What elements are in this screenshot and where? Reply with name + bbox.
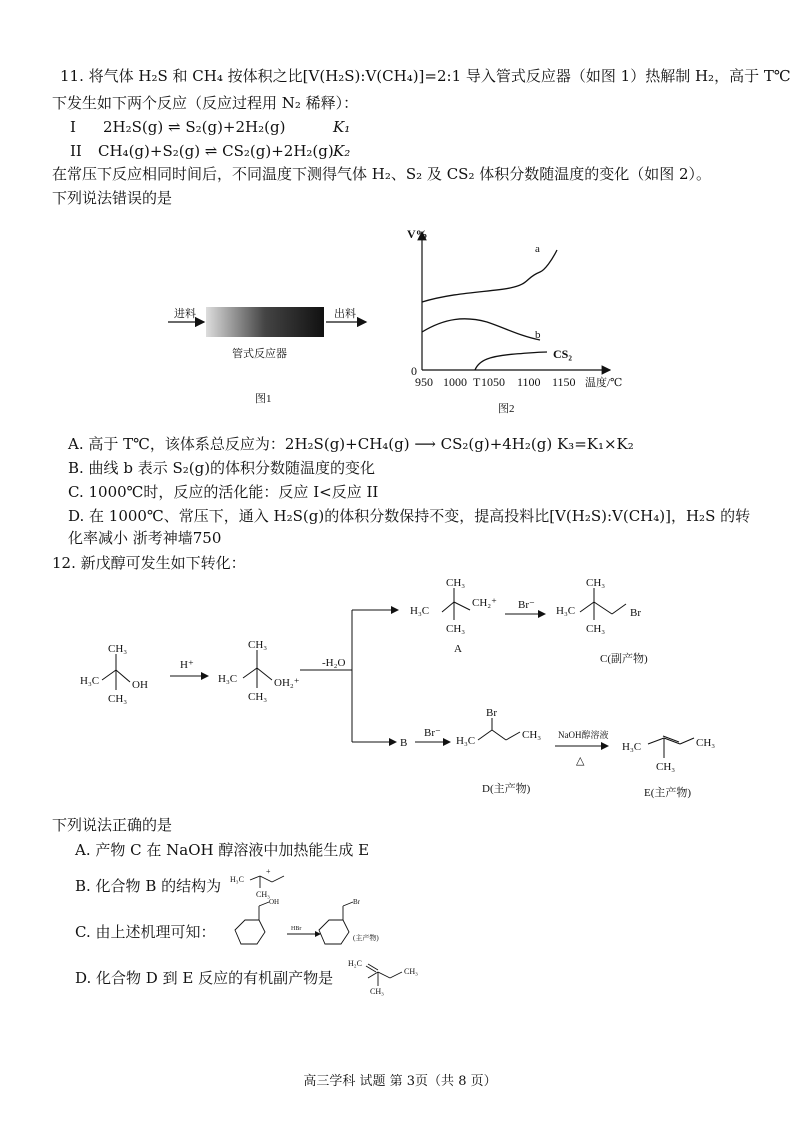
fig2-xtick-1150: 1150	[552, 375, 576, 389]
q12-stem: 12. 新戊醇可发生如下转化：	[52, 554, 246, 572]
s-h3c-c: H₃C	[556, 605, 576, 617]
q11-reaction2-k: K₂	[333, 142, 351, 160]
s-h3c-a: H₃C	[410, 605, 430, 617]
q12-ask: 下列说法正确的是	[52, 816, 173, 834]
s-ch3-e1: CH₃	[656, 761, 676, 773]
q11-reaction2-label: II	[70, 142, 82, 160]
q12-option-d-structure	[342, 958, 452, 998]
fig2-xtick-1100: 1100	[517, 375, 541, 389]
s-h3c-e: H₃C	[622, 741, 642, 753]
curve-a	[422, 250, 557, 302]
s-ch3-c2: CH₃	[586, 623, 606, 635]
svg-text:Br: Br	[353, 898, 360, 906]
q12-option-c: C. 由上述机理可知：	[75, 923, 216, 941]
fig1-outlet-label: 出料	[334, 308, 356, 320]
s-h3c-2: H₃C	[218, 673, 238, 685]
fig2-label-a: a	[535, 243, 540, 255]
q12-option-b-structure	[228, 866, 308, 900]
s-br-d: Br	[486, 707, 497, 719]
q12-option-c-note: (主产物)	[353, 934, 379, 942]
q11-option-b: B. 曲线 b 表示 S₂(g)的体积分数随温度的变化	[68, 459, 376, 477]
fig1-caption: 图1	[255, 393, 272, 405]
q11-option-d-line1: D. 在 1000℃、常压下，通入 H₂S(g)的体积分数保持不变，提高投料比[V(H₂S):V(CH₄)]，H₂S 的转	[68, 507, 751, 525]
s-hplus: H⁺	[180, 659, 194, 671]
s-ch3-a2: CH₃	[446, 623, 466, 635]
s-oh: OH	[132, 679, 148, 691]
s-ch3-c1: CH₃	[586, 577, 606, 589]
s-h3c-d: H₃C	[456, 735, 476, 747]
s-label-d: D(主产物)	[482, 783, 531, 795]
s-naoh: NaOH醇溶液	[558, 730, 609, 740]
q11-reaction1-k: K₁	[333, 118, 351, 136]
s-ch2plus: CH₂⁺	[472, 597, 497, 609]
curve-cs2	[475, 352, 547, 370]
svg-text:CH₃: CH₃	[256, 890, 270, 899]
s-label-b: B	[400, 737, 408, 749]
fig2-xtick-1050: 1050	[481, 375, 505, 389]
q12-option-c-hbr: HBr	[291, 926, 302, 932]
q11-line4: 下列说法错误的是	[52, 189, 173, 207]
s-label-c: C(副产物)	[600, 653, 648, 665]
svg-text:H₂C: H₂C	[348, 959, 362, 968]
q12-reaction-scheme	[60, 570, 760, 805]
q12-option-b: B. 化合物 B 的结构为	[75, 877, 222, 895]
q11-reaction1-label: I	[70, 118, 76, 136]
s-brminus-b: Br⁻	[424, 727, 441, 739]
q11-option-c: C. 1000℃时，反应的活化能：反应 I<反应 II	[68, 483, 379, 501]
fig1-inlet-label: 进料	[174, 308, 196, 320]
s-ch3-a1: CH₃	[446, 577, 466, 589]
q11-reaction2-equation: CH₄(g)+S₂(g) ⇌ CS₂(g)+2H₂(g)	[98, 142, 334, 160]
q11-reaction1-equation: 2H₂S(g) ⇌ S₂(g)+2H₂(g)	[103, 118, 286, 136]
q11-option-a: A. 高于 T℃，该体系总反应为：2H₂S(g)+CH₄(g) ⟶ CS₂(g)+4H₂(g) K₃=K₁×K₂	[68, 435, 634, 453]
fig2-label-b: b	[535, 329, 541, 341]
page-footer: 高三学科 试题 第 3页（共 8 页）	[303, 1074, 497, 1089]
fig2-xlabel: 温度/℃	[585, 377, 623, 389]
s-minus-h2o: -H₂O	[322, 657, 346, 669]
q11-line1: 11. 将气体 H₂S 和 CH₄ 按体积之比[V(H₂S):V(CH₄)]=2:1 导入管式反应器（如图 1）热解制 H₂，高于 T℃	[60, 67, 791, 85]
figure-1-tube-reactor	[160, 295, 390, 410]
s-ch3-3: CH₃	[248, 639, 268, 651]
fig2-xtick-T: T	[473, 375, 481, 389]
s-ch3-e2: CH₃	[696, 737, 716, 749]
s-label-e: E(主产物)	[644, 787, 692, 799]
fig2-xtick-950: 950	[415, 375, 433, 389]
fig2-origin: 0	[411, 364, 417, 378]
fig2-caption: 图2	[498, 403, 515, 415]
s-h3c-1: H₃C	[80, 675, 100, 687]
s-brminus-a: Br⁻	[518, 599, 535, 611]
q12-option-c-structures	[225, 898, 415, 956]
s-delta: △	[576, 755, 585, 767]
svg-text:CH₃: CH₃	[370, 987, 384, 996]
s-ch3-d: CH₃	[522, 729, 542, 741]
q12-option-d: D. 化合物 D 到 E 反应的有机副产物是	[75, 969, 334, 987]
reactor-tube	[206, 307, 324, 337]
fig1-reactor-label: 管式反应器	[232, 348, 287, 360]
q11-line3: 在常压下反应相同时间后，不同温度下测得气体 H₂、S₂ 及 CS₂ 体积分数随温度的变化（如图 2）。	[52, 165, 712, 183]
svg-text:H₃C: H₃C	[230, 875, 244, 884]
svg-text:OH: OH	[269, 898, 280, 906]
svg-text:+: +	[266, 867, 271, 876]
s-ch3-2: CH₃	[108, 693, 128, 705]
svg-text:CH₃: CH₃	[404, 967, 418, 976]
curve-b	[422, 319, 540, 340]
s-oh2plus: OH₂⁺	[274, 677, 300, 689]
q11-line2: 下发生如下两个反应（反应过程用 N₂ 稀释）：	[52, 94, 359, 112]
fig2-ylabel: V%	[407, 227, 428, 241]
fig2-label-cs2: CS₂	[553, 347, 572, 361]
q11-option-d-line2: 化率减小 浙考神墙750	[68, 529, 222, 547]
q12-option-a: A. 产物 C 在 NaOH 醇溶液中加热能生成 E	[75, 841, 370, 859]
figure-2-volume-fraction-graph	[395, 220, 635, 420]
fig2-xtick-1000: 1000	[443, 375, 467, 389]
s-br-c: Br	[630, 607, 641, 619]
s-ch3-1: CH₃	[108, 643, 128, 655]
s-label-a: A	[454, 643, 462, 655]
s-ch3-4: CH₃	[248, 691, 268, 703]
